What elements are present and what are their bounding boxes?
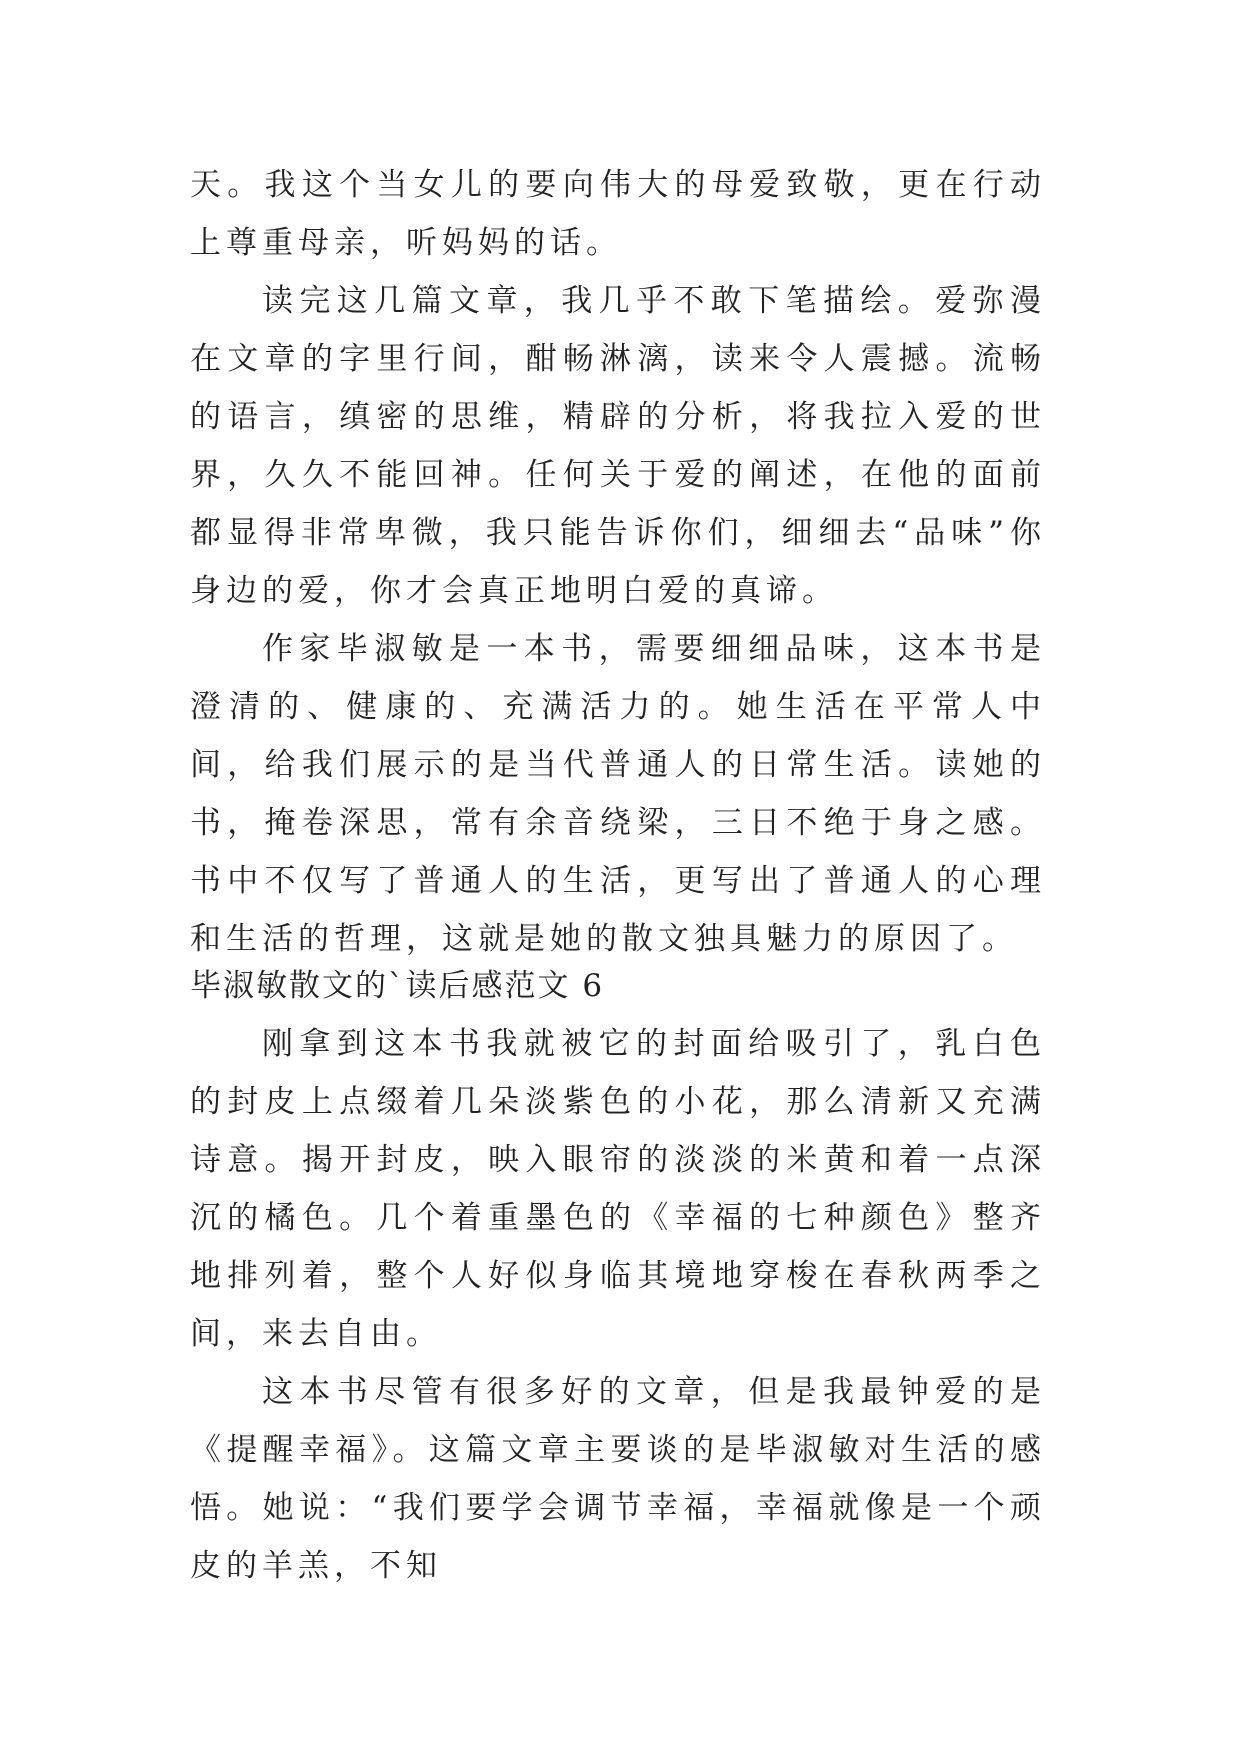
text-block-bottom (190, 957, 1046, 1595)
paragraph: 这本书尽管有很多好的文章，但是我最钟爱的是《提醒幸福》。这篇文章主要谈的是毕淑敏对生活的感悟。她说：“我们要学会调节幸福，幸福就像是一个顽皮的羊羔，不知 (190, 1374, 1046, 1584)
paragraph: 作家毕淑敏是一本书，需要细细品味，这本书是澄清的、健康的、充满活力的。她生活在平常人中间，给我们展示的是当代普通人的日常生活。读她的书，掩卷深思，常有余音绕梁，三日不绝于身之感。书中不仅写了普通人的生活，更写出了普通人的心理和生活的哲理，这就是她的散文独具魅力的原因了。 (190, 631, 1046, 957)
text-block-top (190, 156, 1046, 968)
paragraph: 读完这几篇文章，我几乎不敢下笔描绘。爱弥漫在文章的字里行间，酣畅淋漓，读来令人震撼。流畅的语言，缜密的思维，精辟的分析，将我拉入爱的世界，久久不能回神。任何关于爱的阐述，在他的面前都显得非常卑微，我只能告诉你们，细细去“品味”你身边的爱，你才会真正地明白爱的真谛。 (190, 283, 1046, 609)
paragraph-continuation: 天。我这个当女儿的要向伟大的母爱致敬，更在行动上尊重母亲，听妈妈的话。 (190, 167, 1046, 261)
paragraph: 刚拿到这本书我就被它的封面给吸引了，乳白色的封皮上点缀着几朵淡紫色的小花，那么清新又充满诗意。揭开封皮，映入眼帘的淡淡的米黄和着一点深沉的橘色。几个着重墨色的《幸福的七种颜色》整齐地排列着，整个人好似身临其境地穿梭在春秋两季之间，来去自由。 (190, 1026, 1046, 1352)
section-heading: 毕淑敏散文的`读后感范文 6 (190, 968, 605, 1004)
